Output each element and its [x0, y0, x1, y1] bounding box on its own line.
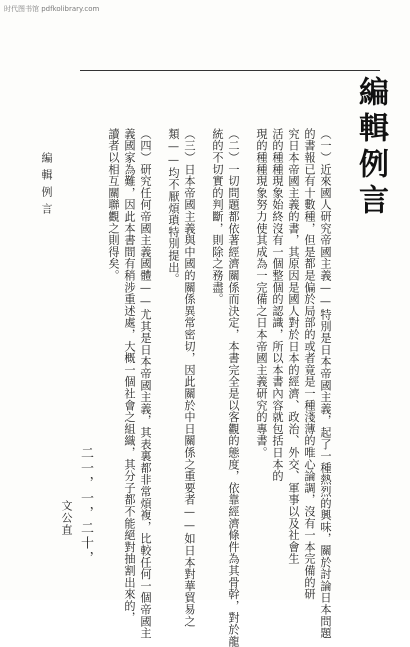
text-column-1: （一）近來國人研究帝國主義——特別是日本帝國主義，起了一種熱烈的興味，關於討論日本問題	[319, 128, 332, 639]
text-column-12: 讀者以相互關聯觀之則得矣。	[107, 128, 120, 282]
author-signature: 文公直	[60, 500, 73, 536]
date-numbers: 二一，一，二十，	[78, 446, 93, 566]
text-column-5: 現的種種現象努力使其成為一完備之日本帝國主義研究的專書。	[255, 128, 268, 459]
running-head: 編輯例言	[40, 152, 53, 220]
watermark: 时代图书馆 pdfkolibrary.com	[4, 5, 100, 13]
page-title: 編輯例言	[353, 76, 388, 220]
text-column-7: 統的不切實的判斷，則除之務盡。	[211, 128, 224, 305]
text-column-10: （四）研究任何帝國主義國體——尤其是日本帝國主義，其表裏都非常煩複，比較任何一個帝國主	[139, 128, 152, 639]
text-column-8: （三）日本帝國主義與中國的關係異常密切，因此關於中日關係之重要者——如日本對華貿易之	[183, 128, 196, 628]
text-column-6: （二）一切問題都依著經濟關係而決定，本書完全是以客觀的態度，依靠經濟條件為其骨幹，對於龍	[227, 128, 240, 647]
text-column-4: 活的種種現象始終沒有一個整個的認識，所以本書內容就包括日本的	[271, 128, 284, 482]
text-column-9: 類——均不厭煩瑣特別提出。	[167, 128, 180, 285]
text-column-11: 義國家為難，因此本書間有稍涉重述處，大概一個社會之組織，其分子都不能絕對抽割出來的，	[123, 128, 136, 624]
text-column-3: 究日本帝國主義的書，其原因是國人對於日本的經濟、政治、外交、軍事以及社會生	[287, 128, 300, 565]
text-column-2: 的書報已有十數種，但是都是偏於局部的或者竟是一種淺薄的唯心論調，沒有一本完備的研	[303, 128, 316, 600]
top-rule	[80, 70, 380, 71]
